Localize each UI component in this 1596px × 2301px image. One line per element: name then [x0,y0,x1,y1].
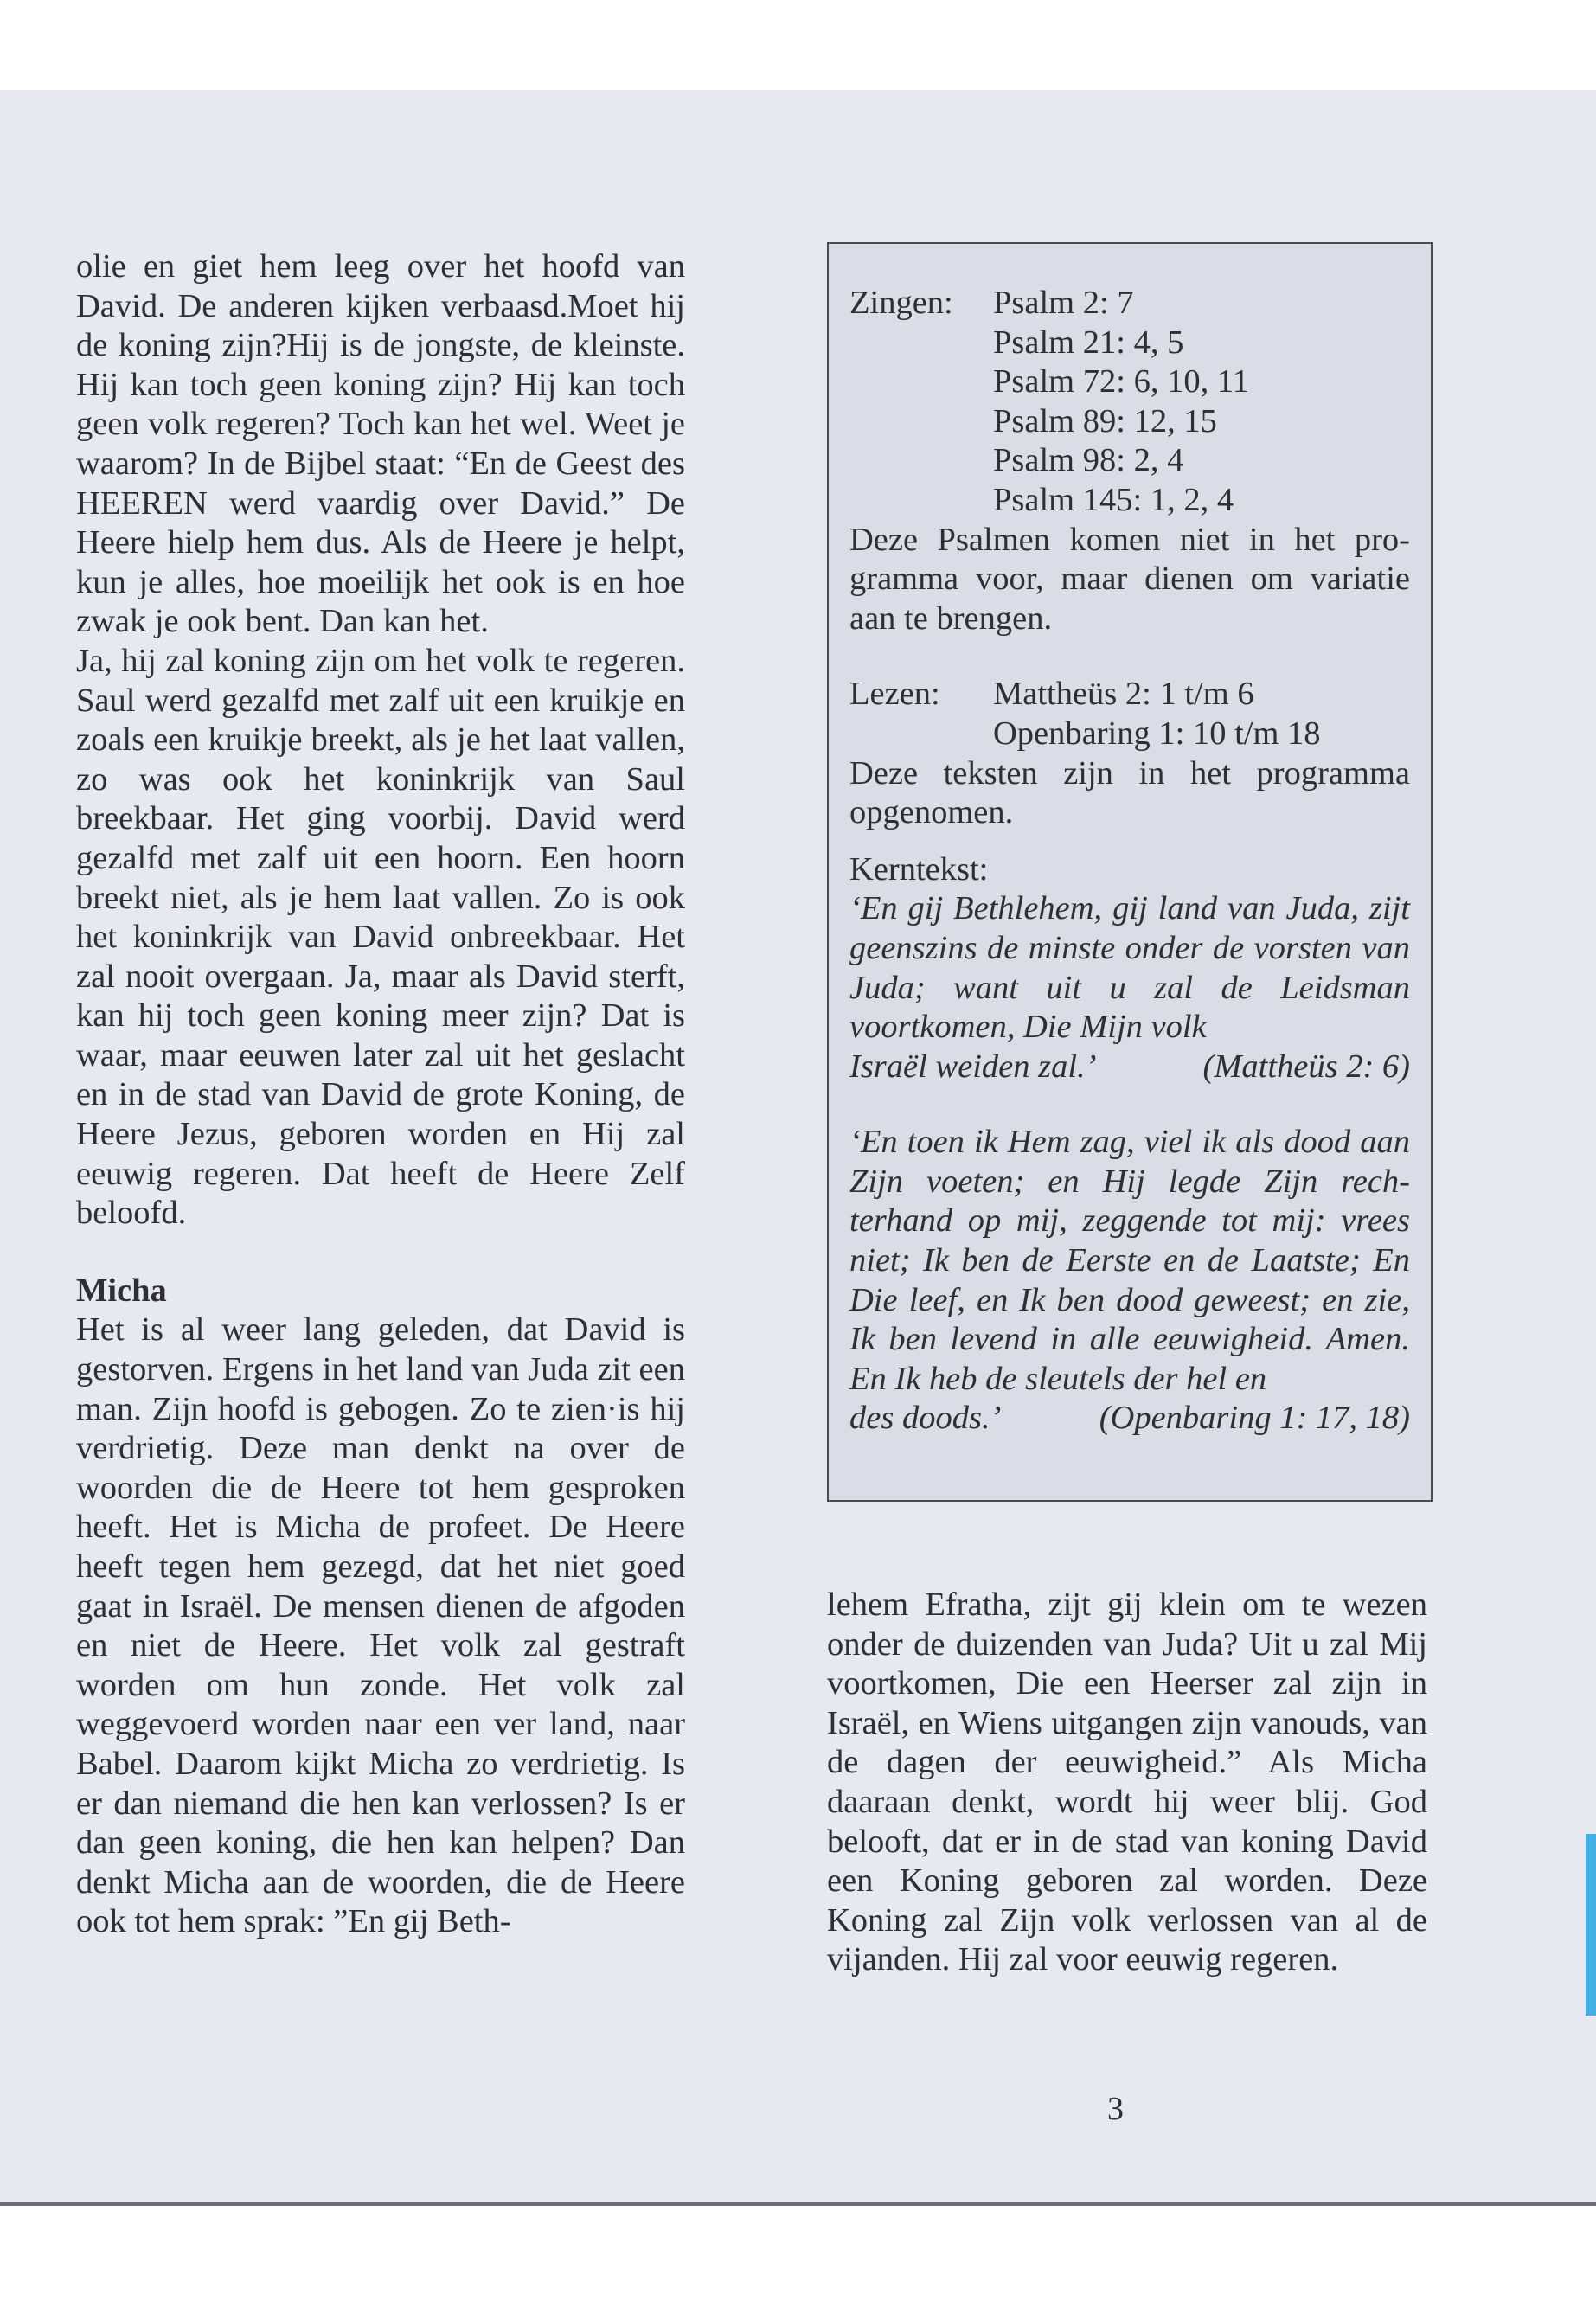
paragraph-3: Het is al weer lang geleden, dat David is gestorven. Ergens in het land van Juda zit een man. Zijn hoofd is gebogen. Zo te zien·is hij verdrietig. Deze man denkt na over de woorden die de Heere tot hem gesproken heeft. Het is Micha de profeet. De Heere heeft tegen hem gezegd, dat het niet goed gaat in Israël. De mensen dienen de afgoden en niet de Heere. Het volk zal gestraft worden om hun zonde. Het volk zal weggevoerd worden naar een ver land, naar Babel. Daarom kijkt Micha zo verdrietig. Is er dan niemand die hen kan verlossen? Is er dan geen koning, die hen kan helpen? Dan denkt Micha aan de woorden, die de Heere ook tot hem sprak: ”En gij Beth- [76,1311,685,1940]
key-quote-1-end [849,1048,1410,1087]
right-column [827,1586,1427,1980]
singing-row [849,324,1410,363]
key-quote-1-last-line: Israël weiden zal.’ [849,1048,1097,1085]
singing-row [849,362,1410,402]
reading-item: Openbaring 1: 10 t/m 18 [993,715,1321,752]
key-quote-2-end [849,1399,1410,1439]
key-quote-2: ‘En toen ik Hem zag, viel ik als dood aan Zijn voeten; en Hij legde Zijn rechterhand op mij, zeggende tot mij: vrees niet; Ik ben de Eerste en de Laatste; En Die leef, en Ik ben dood geweest; en zie, Ik ben levend in alle eeuwigheid. Amen. En Ik heb de sleutels der hel en [849,1124,1410,1397]
page-number: 3 [1107,2091,1124,2127]
key-quote-2-reference: (Openbaring 1: 17, 18) [1099,1400,1410,1437]
key-text-label: Kerntekst: [849,850,989,888]
singing-row-1 [849,284,1410,324]
edge-color-mark [1586,1834,1596,2016]
section-heading: Micha [76,1272,167,1309]
psalm-item: Psalm 72: 6, 10, 11 [993,363,1249,401]
key-quote-1-reference: (Mattheüs 2: 6) [1202,1048,1410,1085]
singing-note: Deze Psalmen komen niet in het programma voor, maar dienen om variatie aan te brengen. [849,521,1410,637]
paragraph-2: Ja, hij zal koning zijn om het volk te regeren. Saul werd gezalfd met zalf uit een kruikje en zoals een kruikje breekt, als je het laat vallen, zo was ook het koninkrijk van Saul breekbaar. Het ging voorbij. David werd gezalfd met zalf uit een hoorn. Een hoorn breekt niet, als je hem laat vallen. Zo is ook het koninkrijk van David onbreekbaar. Het zal nooit overgaan. Ja, maar als David sterft, kan hij toch geen koning meer zijn? Dat is waar, maar eeuwen later zal uit het geslacht en in de stad van David de grote Koning, de Heere Jezus, geboren worden en Hij zal eeuwig regeren. Dat heeft de Heere Zelf beloofd. [76,642,685,1232]
psalm-item: Psalm 89: 12, 15 [993,402,1217,439]
reading-row [849,715,1410,754]
bottom-rule [0,2202,1596,2206]
left-column [76,247,685,1942]
psalm-item: Psalm 2: 7 [993,285,1134,321]
psalm-item: Psalm 21: 4, 5 [993,324,1184,361]
singing-row [849,402,1410,442]
key-quote-2-last-line: des doods.’ [849,1400,1002,1437]
reading-item: Mattheüs 2: 1 t/m 6 [993,676,1254,713]
singing-row [849,481,1410,521]
reading-note: Deze teksten zijn in het programma opgenomen. [849,754,1410,831]
psalm-item: Psalm 145: 1, 2, 4 [993,481,1234,518]
singing-label: Zingen: [849,285,953,321]
reading-row-1 [849,675,1410,715]
paragraph-4: lehem Efratha, zijt gij klein om te wezen onder de duizenden van Juda? Uit u zal Mij voortkomen, Die een Heerser zal zijn in Israël, en Wiens uitgangen zijn vanouds, van de dagen der eeuwigheid.” Als Micha daaraan denkt, wordt hij weer blij. God belooft, dat er in de stad van koning David een Koning geboren zal worden. Deze Koning zal Zijn volk verlossen van al de vijanden. Hij zal voor eeuwig regeren. [827,1586,1427,1978]
info-box [827,242,1433,1502]
singing-row [849,441,1410,481]
paragraph-1: olie en giet hem leeg over het hoofd van David. De anderen kijken verbaasd.Moet hij de koning zijn?Hij is de jongste, de kleinste. Hij kan toch geen koning zijn? Hij kan toch geen volk regeren? Toch kan het wel. Weet je waarom? In de Bijbel staat: “En de Geest des HEEREN werd vaardig over David.” De Heere hielp hem dus. Als de Heere je helpt, kun je alles, hoe moeilijk het ook is en hoe zwak je ook bent. Dan kan het. [76,248,685,640]
key-quote-1: ‘En gij Bethlehem, gij land van Juda, zijt geenszins de minste onder de vorsten van Juda; want uit u zal de Leidsman voortkomen, Die Mijn volk [849,890,1410,1046]
psalm-item: Psalm 98: 2, 4 [993,442,1184,479]
reading-label: Lezen: [849,676,940,713]
